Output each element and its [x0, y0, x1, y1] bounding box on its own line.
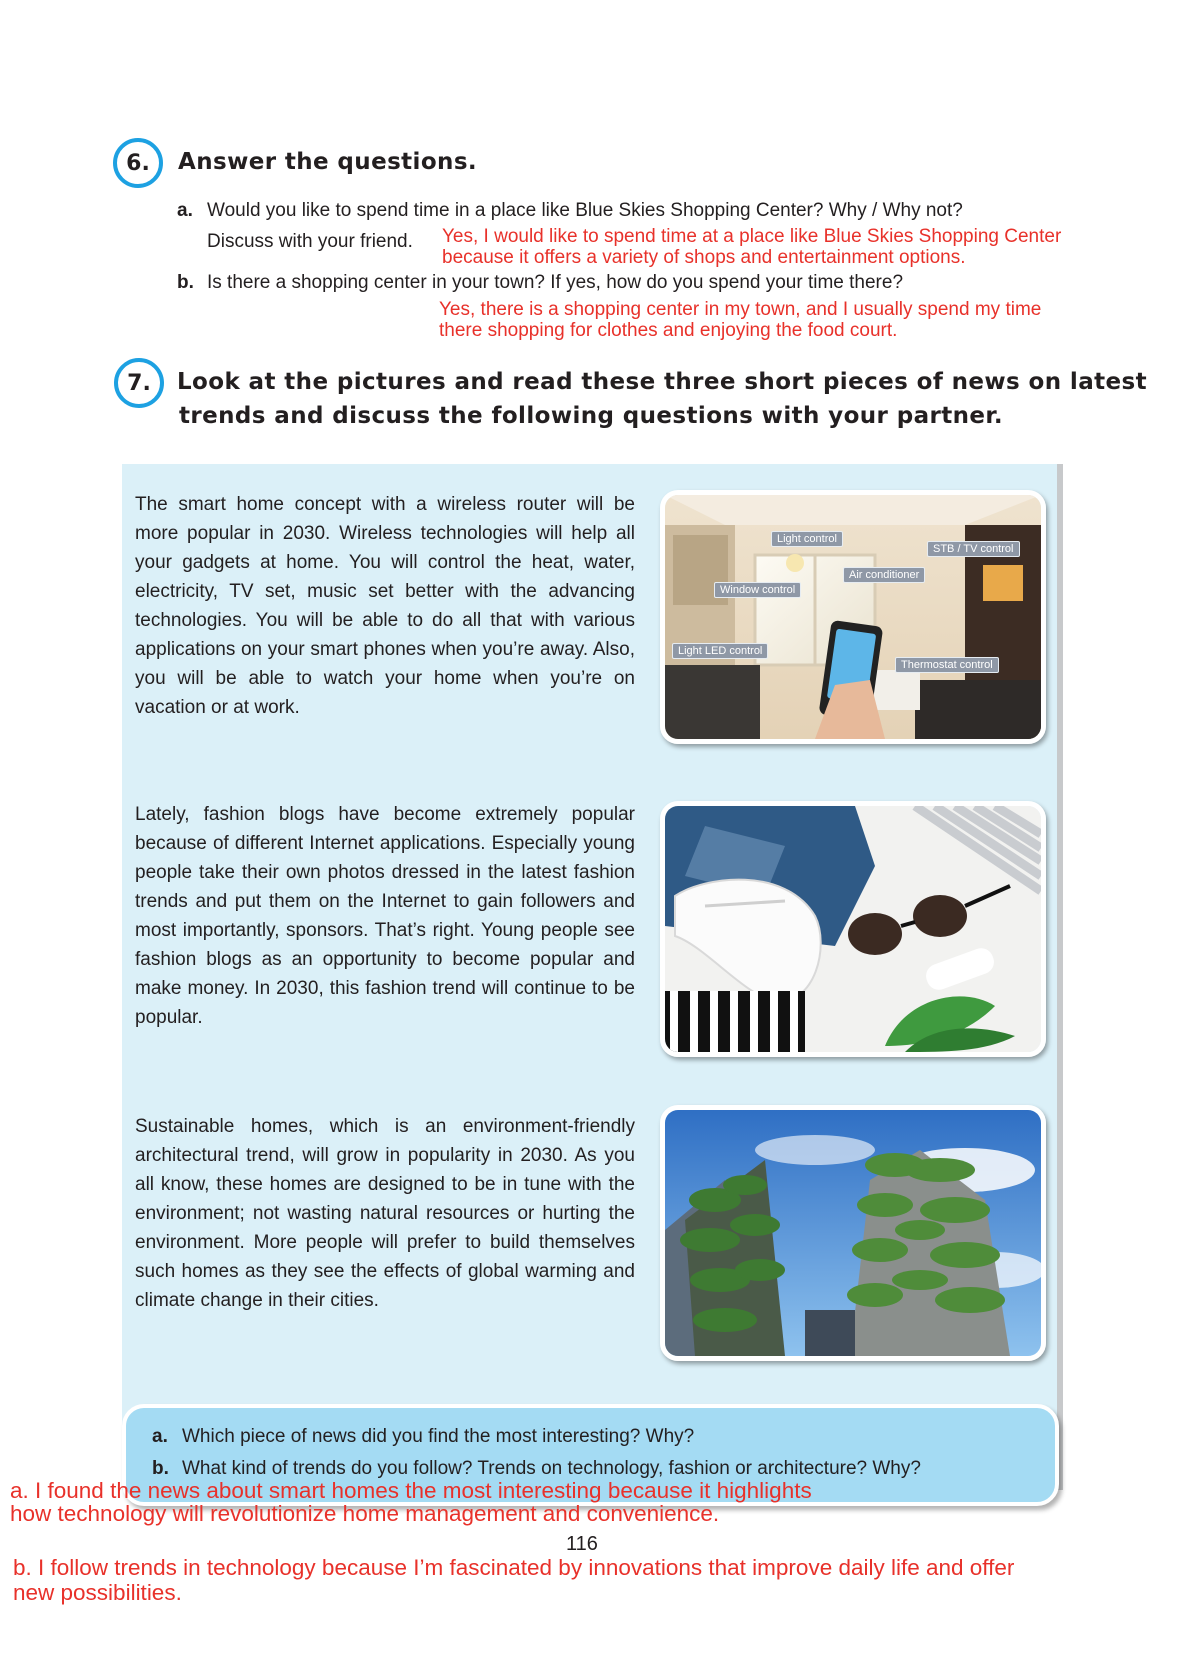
exercise-7-title-line1: Look at the pictures and read these three short pieces of news on latest	[177, 369, 1148, 395]
exercise-6-number: 6.	[126, 150, 150, 176]
question-6b-text: Is there a shopping center in your town? If yes, how do you spend your time there?	[207, 272, 904, 293]
smart-home-illustration	[665, 495, 1041, 739]
exercise-6-title: Answer the questions.	[178, 149, 478, 175]
fashion-photo	[660, 801, 1046, 1057]
callout-air-conditioner: Air conditioner	[843, 567, 925, 583]
answer-6a-line1: Yes, I would like to spend time at a place like Blue Skies Shopping Center	[442, 226, 1062, 247]
callout-window-control: Window control	[714, 582, 801, 598]
exercise-7-title-line2: trends and discuss the following questions with your partner.	[179, 403, 1003, 429]
callout-light-control: Light control	[771, 531, 843, 547]
sustainable-homes-photo	[660, 1105, 1046, 1361]
news-smart-home-text: The smart home concept with a wireless router will be more popular in 2030. Wireless technologies will help all your gadgets at home. You will control the heat, water, electricity, TV set, music set better with the advancing technologies. You will be able to do all that with various applications on your smart phones when you’re away. Also, you will be able to watch your home when you’re on vacation or at work.	[135, 494, 635, 718]
question-6b	[177, 271, 903, 295]
question-6b-letter: b.	[177, 272, 194, 293]
question-6a-letter: a.	[177, 200, 193, 221]
discussion-question-b-letter: b.	[152, 1458, 169, 1479]
callout-stb-tv-control: STB / TV control	[927, 541, 1020, 557]
callout-light-led-control: Light LED control	[672, 643, 768, 659]
news-fashion-blogs-text: Lately, fashion blogs have become extremely popular because of different Internet applications. Especially young people take their own photos dressed in the latest fashion trends and put them on the Internet to gain followers and most importantly, sponsors. That’s right. Young people see fashion blogs as an opportunity to become popular and make money. In 2030, this fashion trend will continue to be popular.	[135, 804, 635, 1028]
question-6a-line1	[177, 199, 963, 223]
callout-thermostat-control: Thermostat control	[895, 657, 999, 673]
exercise-7-number-circle	[114, 358, 164, 408]
answer-6a-line2: because it offers a variety of shops and entertainment options.	[442, 247, 966, 268]
exercise-7-number: 7.	[127, 370, 151, 396]
answer-6b-line2: there shopping for clothes and enjoying the food court.	[439, 320, 898, 341]
panel-shadow	[1057, 464, 1063, 1490]
bottom-answer-a-line1: a. I found the news about smart homes the most interesting because it highlights	[10, 1478, 812, 1503]
discussion-question-a	[152, 1426, 694, 1448]
bottom-answer-b-line2: new possibilities.	[13, 1580, 182, 1605]
discussion-question-a-text: Which piece of news did you find the most interesting? Why?	[182, 1426, 695, 1447]
bottom-answer-a-line2: how technology will revolutionize home management and convenience.	[10, 1501, 720, 1526]
exercise-6-number-circle	[113, 138, 163, 188]
vertical-forest-illustration	[665, 1110, 1041, 1356]
news-sustainable-homes-text: Sustainable homes, which is an environment-friendly architectural trend, will grow in popularity in 2030. As you all know, these homes are designed to be in tune with the environment; not wasting natural resources or hurting the environment. More people will prefer to build themselves such homes as they see the effects of global warming and climate change in their cities.	[135, 1116, 635, 1311]
answer-6b-line1: Yes, there is a shopping center in my town, and I usually spend my time	[439, 299, 1042, 320]
discussion-question-b	[152, 1458, 921, 1480]
striped-bag	[665, 991, 805, 1052]
fashion-illustration	[665, 806, 1041, 1052]
bottom-answer-b-line1: b. I follow trends in technology because I’m fascinated by innovations that improve daily life and offer	[13, 1555, 1015, 1580]
discussion-question-a-letter: a.	[152, 1426, 168, 1447]
discussion-question-b-text: What kind of trends do you follow? Trends on technology, fashion or architecture? Why?	[182, 1458, 921, 1479]
question-6a-text: Would you like to spend time in a place like Blue Skies Shopping Center? Why / Why not?	[207, 200, 963, 221]
page-number: 116	[566, 1533, 598, 1555]
smart-home-photo	[660, 490, 1046, 744]
question-6a-line2: Discuss with your friend.	[207, 231, 413, 252]
